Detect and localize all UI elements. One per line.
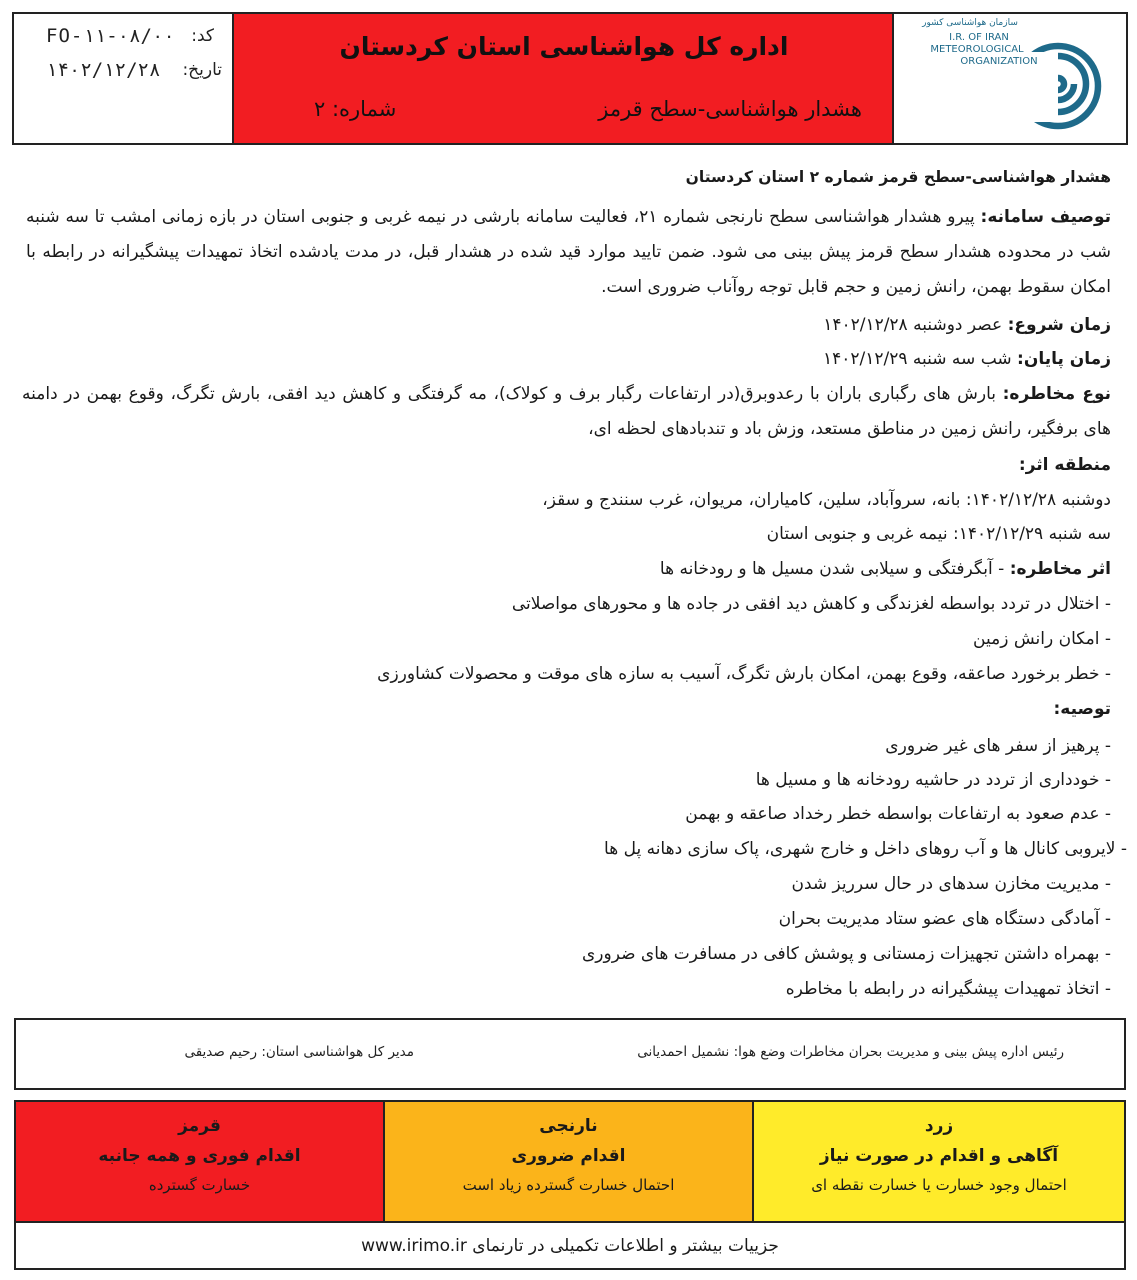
hazard-type xyxy=(22,377,1111,447)
end-time-label: زمان پایان: xyxy=(1017,349,1111,369)
level-name: نارنجی xyxy=(539,1116,598,1136)
date-value: ۱۴۰۲/۱۲/۲۸ xyxy=(46,59,161,81)
end-time-value: شب سه شنبه ۱۴۰۲/۱۲/۲۹ xyxy=(822,349,1012,369)
website-footer: جزییات بیشتر و اطلاعات تکمیلی در تارنمای www.irimo.ir xyxy=(16,1221,1124,1268)
warning-title: هشدار هواشناسی-سطح قرمز xyxy=(598,97,862,121)
start-time xyxy=(823,310,1111,340)
warning-number: شماره: ۲ xyxy=(314,97,397,121)
signature-box xyxy=(14,1018,1126,1090)
date-label: تاریخ: xyxy=(182,60,222,80)
advice-item: - آمادگی دستگاه های عضو ستاد مدیریت بحران xyxy=(778,909,1111,929)
hazard-effect-first: اثر مخاطره: - آبگرفتگی و سیلابی شدن مسیل ها و رودخانه ها xyxy=(659,559,1111,579)
affected-area-label: منطقه اثر: xyxy=(1018,455,1111,475)
warning-level-legend xyxy=(14,1100,1126,1270)
warning-subject: هشدار هواشناسی-سطح قرمز شماره ۲ استان کردستان xyxy=(685,168,1111,186)
level-action: آگاهی و اقدام در صورت نیاز xyxy=(819,1146,1059,1166)
system-description xyxy=(26,200,1111,305)
system-description-text: پیرو هشدار هواشناسی سطح نارنجی شماره ۲۱، فعالیت سامانه بارشی در نیمه غربی و جنوبی استان در بازه زمانی امشب تا سه شنبه شب در محدوده هشدار سطح قرمز پیش بینی می شود. ضمن تایید موارد قید شده در هشدار قبل، در مدت یادشده اتخاذ تمهیدات پیشگیرانه در رابطه با امکان سقوط بهمن، رانش زمین و حجم قابل توجه روآناب ضروری است. xyxy=(26,207,1111,297)
level-name: زرد xyxy=(924,1116,954,1136)
legend-level-red xyxy=(16,1102,385,1221)
logo-text-en-1: I.R. OF IRAN xyxy=(949,32,1009,43)
hazard-effect-label: اثر مخاطره: xyxy=(1009,559,1111,579)
advice-item: - خودداری از تردد در حاشیه رودخانه ها و مسیل ها xyxy=(755,770,1111,790)
hazard-effect-item: - خطر برخورد صاعقه، وقوع بهمن، امکان بارش تگرگ، آسیب به سازه های موقت و محصولات کشاورزی xyxy=(377,664,1111,684)
advice-item: - اتخاذ تمهیدات پیشگیرانه در رابطه با مخاطره xyxy=(785,979,1111,999)
hazard-effect-item: - امکان رانش زمین xyxy=(973,629,1111,649)
end-time xyxy=(823,344,1111,374)
title-banner xyxy=(234,14,894,143)
director-signature: مدیر کل هواشناسی استان: رحیم صدیقی xyxy=(184,1044,414,1060)
logo-text-en-2: METEOROLOGICAL xyxy=(930,44,1024,55)
level-action: اقدام فوری و همه جانبه xyxy=(98,1146,301,1166)
level-description: خسارت گسترده xyxy=(148,1176,251,1194)
forecast-head-signature: رئیس اداره پیش بینی و مدیریت بحران مخاطرات وضع هوا: نشمیل احمدیانی xyxy=(637,1044,1064,1060)
logo-text-en-3: ORGANIZATION xyxy=(960,56,1038,67)
advice-item: - عدم صعود به ارتفاعات بواسطه خطر رخداد صاعقه و بهمن xyxy=(685,804,1111,824)
logo-text-fa: سازمان هواشناسی کشور xyxy=(922,18,1018,28)
level-description: احتمال خسارت گسترده زیاد است xyxy=(462,1176,675,1194)
organization-logo xyxy=(894,14,1126,143)
start-time-value: عصر دوشنبه ۱۴۰۲/۱۲/۲۸ xyxy=(823,315,1003,335)
legend-level-yellow xyxy=(754,1102,1124,1221)
hazard-effect-item: - اختلال در تردد بواسطه لغزندگی و کاهش دید افقی در جاده ها و محورهای مواصلاتی xyxy=(511,594,1111,614)
level-description: احتمال وجود خسارت یا خسارت نقطه ای xyxy=(811,1176,1067,1194)
code-value: FO-۱۱-۰۸/۰۰ xyxy=(46,25,175,47)
hazard-type-text: بارش های رگباری باران با رعدوبرق(در ارتفاعات رگبار برف و کولاک)، مه گرفتگی و کاهش دید افقی، بارش تگرگ، وقوع بهمن در دامنه های برفگیر، رانش زمین در مناطق مستعد، وزش باد و تندبادهای لحظه ای، xyxy=(22,384,1111,439)
affected-area-line: دوشنبه ۱۴۰۲/۱۲/۲۸: بانه، سروآباد، سلین، کامیاران، مریوان، غرب سنندج و سقز، xyxy=(542,490,1111,510)
document-code-block xyxy=(14,14,234,143)
advice-item: - بهمراه داشتن تجهیزات زمستانی و پوشش کافی در مسافرت های ضروری xyxy=(581,944,1111,964)
affected-area-line: سه شنبه ۱۴۰۲/۱۲/۲۹: نیمه غربی و جنوبی استان xyxy=(766,524,1111,544)
legend-level-orange xyxy=(385,1102,754,1221)
level-name: قرمز xyxy=(178,1116,221,1136)
advice-item: - پرهیز از سفر های غیر ضروری xyxy=(885,736,1111,756)
organization-title: اداره کل هواشناسی استان کردستان xyxy=(339,32,789,61)
level-action: اقدام ضروری xyxy=(511,1146,626,1166)
hazard-type-label: نوع مخاطره: xyxy=(1002,384,1111,404)
document-header xyxy=(12,12,1128,145)
advice-item: - مدیریت مخازن سدهای در حال سرریز شدن xyxy=(791,874,1111,894)
start-time-label: زمان شروع: xyxy=(1007,315,1111,335)
advice-item: - لایروبی کانال ها و آب روهای داخل و خارج شهری، پاک سازی دهانه پل ها xyxy=(604,839,1127,859)
code-label: کد: xyxy=(191,26,214,46)
advice-label: توصیه: xyxy=(1053,699,1111,719)
system-description-label: توصیف سامانه: xyxy=(980,207,1112,227)
